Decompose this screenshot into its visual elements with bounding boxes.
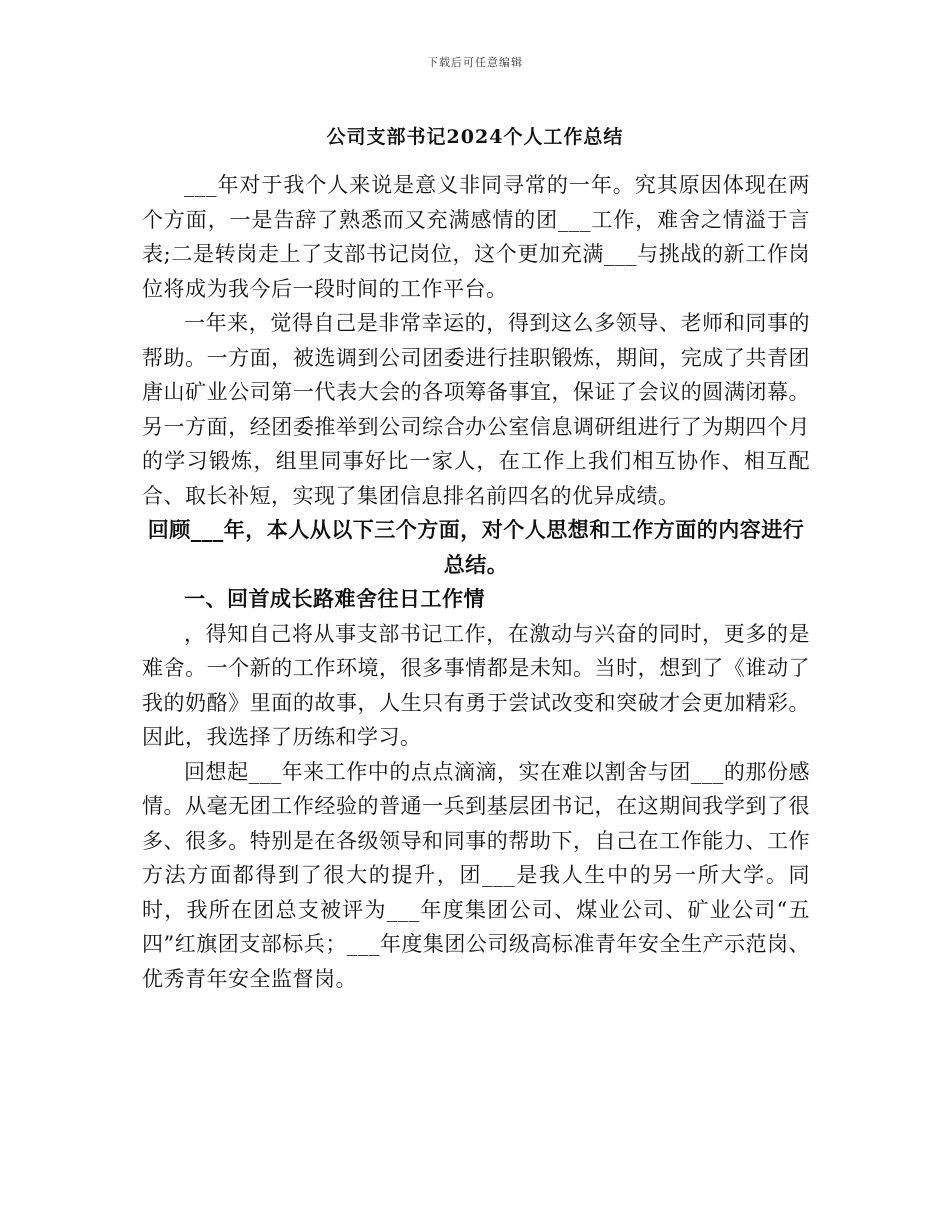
section-1-heading: 一、回首成长路难舍往日工作情	[184, 586, 485, 611]
document-title: 公司支部书记2024个人工作总结	[326, 126, 624, 148]
document-body	[142, 168, 810, 996]
intro-paragraph: ___年对于我个人来说是意义非同寻常的一年。究其原因体现在两个方面，一是告辞了熟悉而又充满感情的团___工作，难舍之情溢于言表;二是转岗走上了支部书记岗位，这个更加充满___与挑战的新工作岗位将成为我今后一段时间的工作平台。	[142, 173, 810, 301]
page-header-note: 下载后可任意编辑	[427, 56, 523, 69]
review-paragraph: 一年来，觉得自己是非常幸运的，得到这么多领导、老师和同事的帮助。一方面，被选调到公司团委进行挂职锻炼，期间，完成了共青团唐山矿业公司第一代表大会的各项筹备事宜，保证了会议的圆满闭幕。另一方面，经团委推举到公司综合办公室信息调研组进行了为期四个月的学习锻炼，组里同事好比一家人，在工作上我们相互协作、相互配合、取长补短，实现了集团信息排名前四名的优异成绩。	[142, 311, 810, 508]
section-1-paragraph-1: ，得知自己将从事支部书记工作，在激动与兴奋的同时，更多的是难舍。一个新的工作环境，很多事情都是未知。当时，想到了《谁动了我的奶酪》里面的故事，人生只有勇于尝试改变和突破才会更加精彩。因此，我选择了历练和学习。	[142, 621, 810, 749]
summary-heading: 回顾___年，本人从以下三个方面，对个人思想和工作方面的内容进行总结。	[147, 517, 805, 577]
section-1-paragraph-2: 回想起___年来工作中的点点滴滴，实在难以割舍与团___的那份感情。从毫无团工作经验的普通一兵到基层团书记，在这期间我学到了很多、很多。特别是在各级领导和同事的帮助下，自己在工作能力、工作方法方面都得到了很大的提升，团___是我人生中的另一所大学。同时，我所在团总支被评为___年度集团公司、煤业公司、矿业公司“五四”红旗团支部标兵；___年度集团公司级高标准青年安全生产示范岗、优秀青年安全监督岗。	[142, 759, 810, 991]
